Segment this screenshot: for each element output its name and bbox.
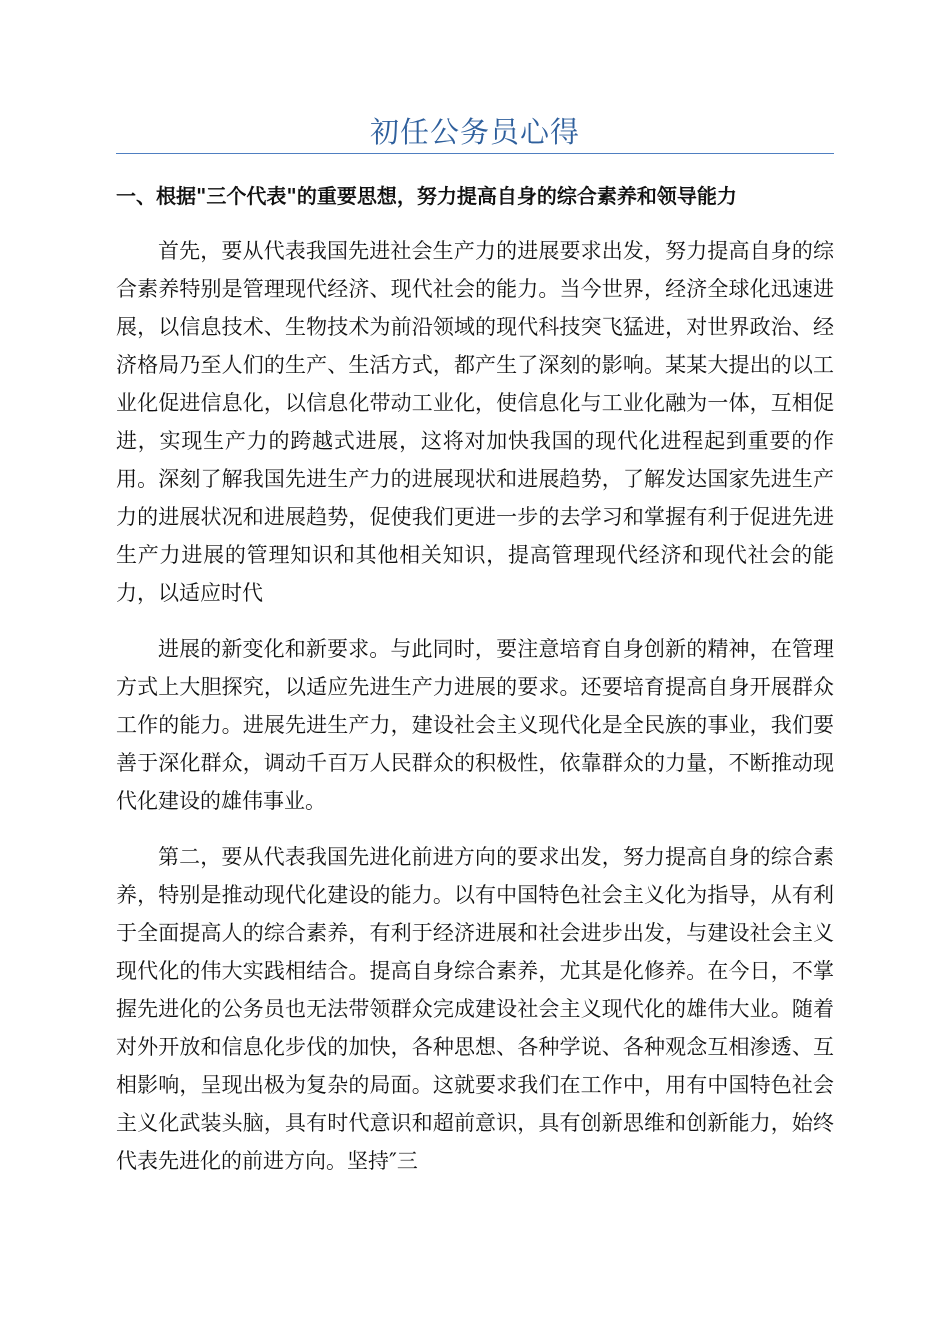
body-paragraph-3: 第二，要从代表我国先进化前进方向的要求出发，努力提高自身的综合素养，特别是推动现代化建设的能力。以有中国特色社会主义化为指导，从有利于全面提高人的综合素养，有利于经济进展和社会进步出发，与建设社会主义现代化的伟大实践相结合。提高自身综合素养，尤其是化修养。在今日，不掌握先进化的公务员也无法带领群众完成建设社会主义现代化的雄伟大业。随着对外开放和信息化步伐的加快，各种思想、各种学说、各种观念互相渗透、互相影响，呈现出极为复杂的局面。这就要求我们在工作中，用有中国特色社会主义化武装头脑，具有时代意识和超前意识，具有创新思维和创新能力，始终代表先进化的前进方向。坚持″三 <box>116 845 834 1173</box>
document-title: 初任公务员心得 <box>369 115 580 149</box>
body-paragraph-2: 进展的新变化和新要求。与此同时，要注意培育自身创新的精神，在管理方式上大胆探究，以适应先进生产力进展的要求。还要培育提高自身开展群众工作的能力。进展先进生产力，建设社会主义现代化是全民族的事业，我们要善于深化群众，调动千百万人民群众的积极性，依靠群众的力量，不断推动现代化建设的雄伟事业。 <box>116 637 834 813</box>
title-underline-rule <box>116 153 834 154</box>
document-page <box>116 0 834 1344</box>
body-paragraph-1: 首先，要从代表我国先进社会生产力的进展要求出发，努力提高自身的综合素养特别是管理现代经济、现代社会的能力。当今世界，经济全球化迅速进展，以信息技术、生物技术为前沿领域的现代科技突飞猛进，对世界政治、经济格局乃至人们的生产、生活方式，都产生了深刻的影响。某某大提出的以工业化促进信息化，以信息化带动工业化，使信息化与工业化融为一体，互相促进，实现生产力的跨越式进展，这将对加快我国的现代化进程起到重要的作用。深刻了解我国先进生产力的进展现状和进展趋势，了解发达国家先进生产力的进展状况和进展趋势，促使我们更进一步的去学习和掌握有利于促进先进生产力进展的管理知识和其他相关知识，提高管理现代经济和现代社会的能力，以适应时代 <box>116 239 834 605</box>
section-heading: 一、根据"三个代表"的重要思想，努力提高自身的综合素养和领导能力 <box>116 184 737 208</box>
